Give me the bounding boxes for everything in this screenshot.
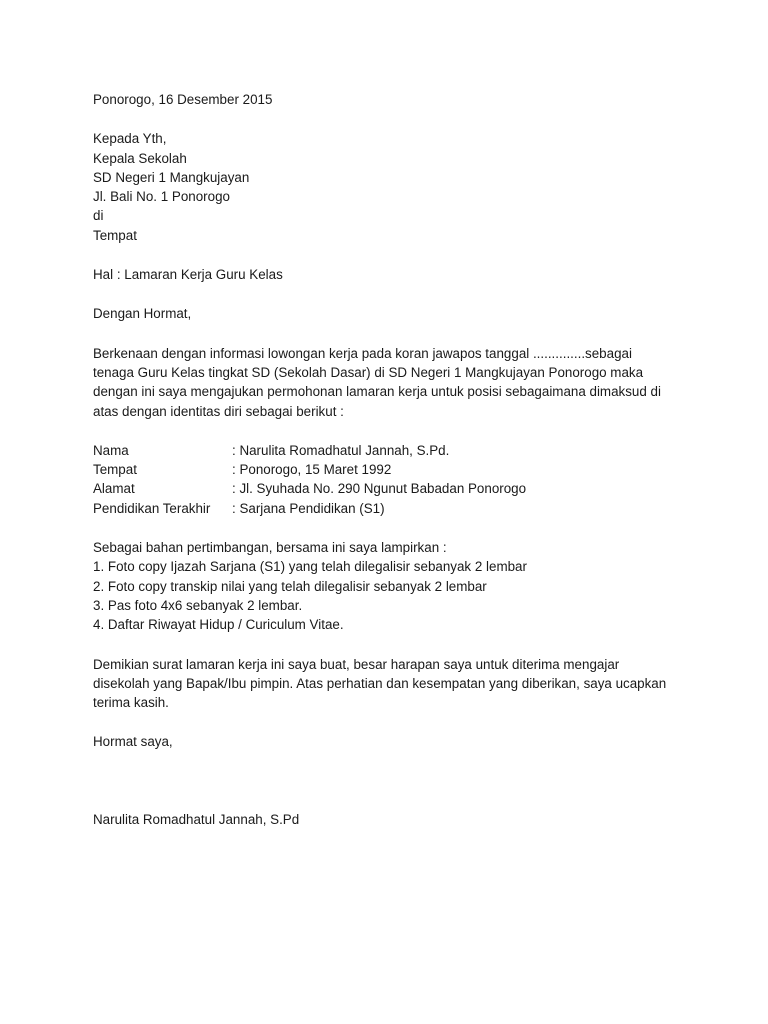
identity-label: Alamat — [93, 481, 135, 497]
identity-value: : Sarjana Pendidikan (S1) — [232, 500, 385, 516]
attachments-block — [93, 538, 693, 634]
closing-paragraph — [93, 655, 693, 713]
identity-value: : Narulita Romadhatul Jannah, S.Pd. — [232, 442, 450, 458]
letter-subject: Hal : Lamaran Kerja Guru Kelas — [93, 267, 283, 283]
paragraph-line: terima kasih. — [93, 695, 169, 711]
sign-off: Hormat saya, — [93, 734, 173, 750]
recipient-line: Kepada Yth, — [93, 131, 167, 147]
letter-page — [93, 90, 693, 829]
recipient-line: Jl. Bali No. 1 Ponorogo — [93, 189, 230, 205]
paragraph-line: tenaga Guru Kelas tingkat SD (Sekolah Dasar) di SD Negeri 1 Mangkujayan Ponorogo maka — [93, 364, 644, 380]
attachment-item: 4. Daftar Riwayat Hidup / Curiculum Vitae. — [93, 617, 344, 633]
signer-name: Narulita Romadhatul Jannah, S.Pd — [93, 811, 300, 827]
letter-date: Ponorogo, 16 Desember 2015 — [93, 92, 273, 107]
recipient-line: Tempat — [93, 227, 137, 243]
intro-paragraph — [93, 344, 693, 421]
identity-label: Pendidikan Terakhir — [93, 500, 211, 516]
attachment-item: 1. Foto copy Ijazah Sarjana (S1) yang telah dilegalisir sebanyak 2 lembar — [93, 559, 527, 575]
identity-value: : Jl. Syuhada No. 290 Ngunut Babadan Ponorogo — [232, 481, 527, 497]
attachment-item: 2. Foto copy transkip nilai yang telah dilegalisir sebanyak 2 lembar — [93, 578, 487, 594]
identity-value: : Ponorogo, 15 Maret 1992 — [232, 462, 392, 478]
identity-label: Nama — [93, 442, 129, 458]
identity-table — [93, 441, 693, 518]
identity-row — [93, 460, 693, 479]
attachments-intro: Sebagai bahan pertimbangan, bersama ini saya lampirkan : — [93, 540, 447, 556]
recipient-block — [93, 129, 693, 245]
recipient-line: SD Negeri 1 Mangkujayan — [93, 169, 250, 185]
identity-row — [93, 479, 693, 498]
paragraph-line: Demikian surat lamaran kerja ini saya buat, besar harapan saya untuk diterima mengajar — [93, 656, 620, 672]
paragraph-line: dengan ini saya mengajukan permohonan lamaran kerja untuk posisi sebagaimana dimaksud di — [93, 384, 661, 400]
letter-salutation: Dengan Hormat, — [93, 306, 192, 322]
identity-row — [93, 441, 693, 460]
paragraph-line: atas dengan identitas diri sebagai berikut : — [93, 403, 344, 419]
recipient-line: di — [93, 208, 104, 224]
paragraph-line: Berkenaan dengan informasi lowongan kerja pada koran jawapos tanggal ..............sebagai — [93, 345, 632, 361]
attachment-item: 3. Pas foto 4x6 sebanyak 2 lembar. — [93, 597, 303, 613]
recipient-line: Kepala Sekolah — [93, 150, 187, 166]
identity-label: Tempat — [93, 462, 137, 478]
identity-row — [93, 499, 693, 518]
paragraph-line: disekolah yang Bapak/Ibu pimpin. Atas perhatian dan kesempatan yang diberikan, saya ucapkan — [93, 675, 667, 691]
